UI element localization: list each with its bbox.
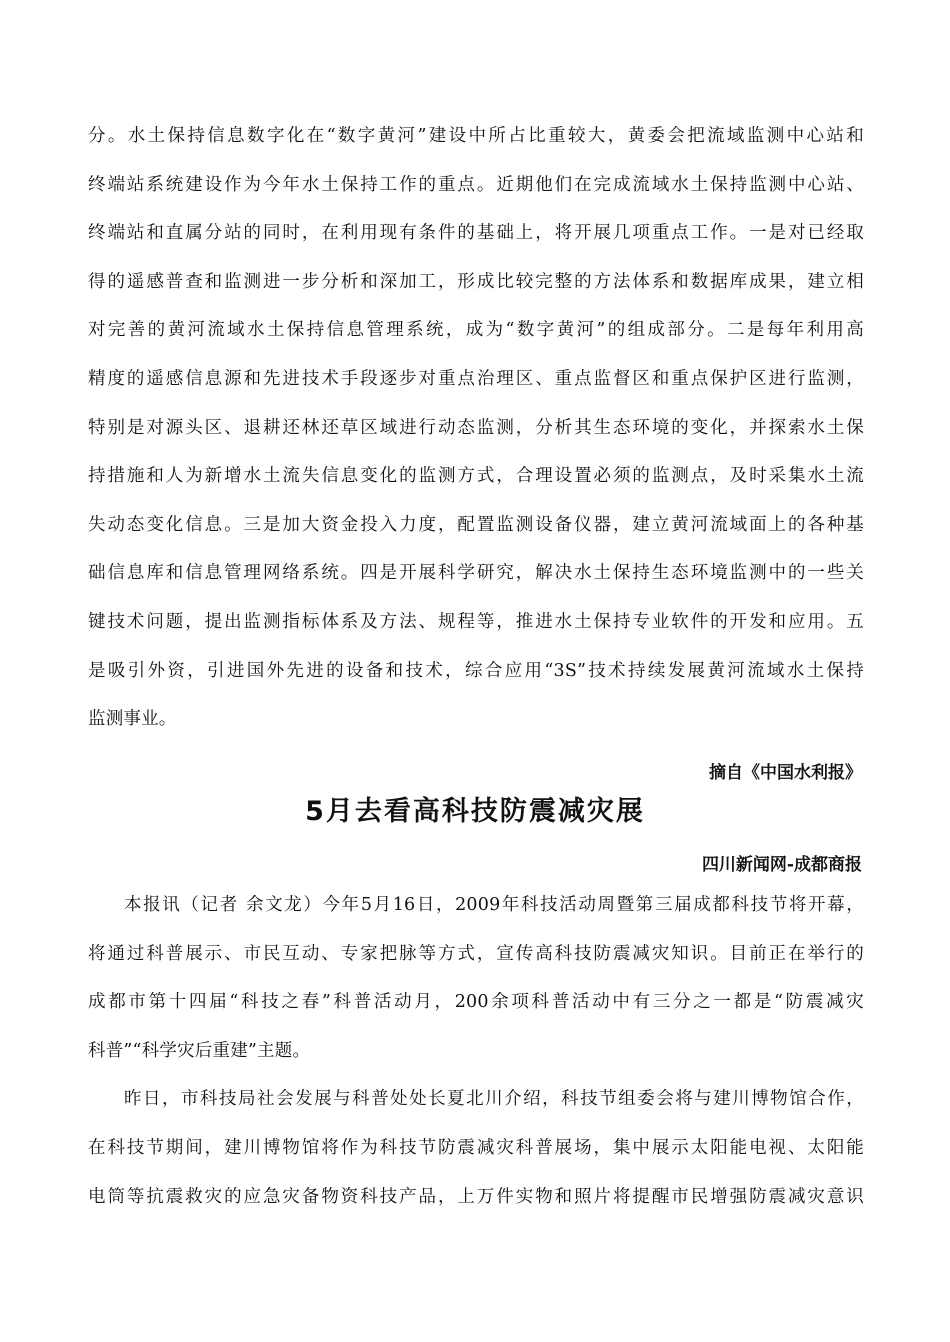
article-2-title: 5月去看高科技防震减灾展 xyxy=(305,796,645,827)
text-line: 将通过科普展示、市民互动、专家把脉等方式，宣传高科技防震减灾知识。目前正在举行的 xyxy=(88,943,864,964)
text-line: 终端站系统建设作为今年水土保持工作的重点。近期他们在完成流域水土保持监测中心站、 xyxy=(88,174,864,195)
text-line: 得的遥感普查和监测进一步分析和深加工，形成比较完整的方法体系和数据库成果，建立相 xyxy=(88,271,864,292)
text-line: 持措施和人为新增水土流失信息变化的监测方式，合理设置必须的监测点，及时采集水土流 xyxy=(88,466,864,487)
text-line: 失动态变化信息。三是加大资金投入力度，配置监测设备仪器，建立黄河流域面上的各种基 xyxy=(88,514,864,535)
article-1-source: 摘自《中国水利报》 xyxy=(709,763,862,783)
text-line: 分。水土保持信息数字化在“数字黄河”建设中所占比重较大，黄委会把流域监测中心站和 xyxy=(88,126,864,146)
text-line: 成都市第十四届“科技之春”科普活动月，200余项科普活动中有三分之一都是“防震减灾 xyxy=(88,992,864,1013)
text-line: 在科技节期间，建川博物馆将作为科技节防震减灾科普展场，集中展示太阳能电视、太阳能 xyxy=(88,1137,864,1158)
article-2-body xyxy=(88,881,864,1221)
text-line: 科普”“科学灾后重建”主题。 xyxy=(88,1040,311,1061)
text-line: 电筒等抗震救灾的应急灾备物资科技产品，上万件实物和照片将提醒市民增强防震减灾意识 xyxy=(88,1186,864,1207)
text-line: 是吸引外资，引进国外先进的设备和技术，综合应用“3S”技术持续发展黄河流域水土保持 xyxy=(88,660,864,681)
text-line: 终端站和直属分站的同时，在利用现有条件的基础上，将开展几项重点工作。一是对已经取 xyxy=(88,223,864,244)
text-line: 特别是对源头区、退耕还林还草区域进行动态监测，分析其生态环境的变化，并探索水土保 xyxy=(88,417,864,438)
article-1-body xyxy=(88,112,864,744)
text-line: 对完善的黄河流域水土保持信息管理系统，成为“数字黄河”的组成部分。二是每年利用高 xyxy=(88,320,864,341)
text-line: 础信息库和信息管理网络系统。四是开展科学研究，解决水土保持生态环境监测中的一些关 xyxy=(88,563,864,584)
text-line: 精度的遥感信息源和先进技术手段逐步对重点治理区、重点监督区和重点保护区进行监测， xyxy=(88,368,864,389)
text-line: 昨日，市科技局社会发展与科普处处长夏北川介绍，科技节组委会将与建川博物馆合作， xyxy=(124,1089,864,1110)
text-line: 本报讯（记者 余文龙）今年5月16日，2009年科技活动周暨第三届成都科技节将开幕， xyxy=(124,895,864,915)
text-line: 键技术问题，提出监测指标体系及方法、规程等，推进水土保持专业软件的开发和应用。五 xyxy=(88,611,864,632)
text-line: 监测事业。 xyxy=(88,709,177,730)
article-2-source: 四川新闻网-成都商报 xyxy=(701,855,862,875)
